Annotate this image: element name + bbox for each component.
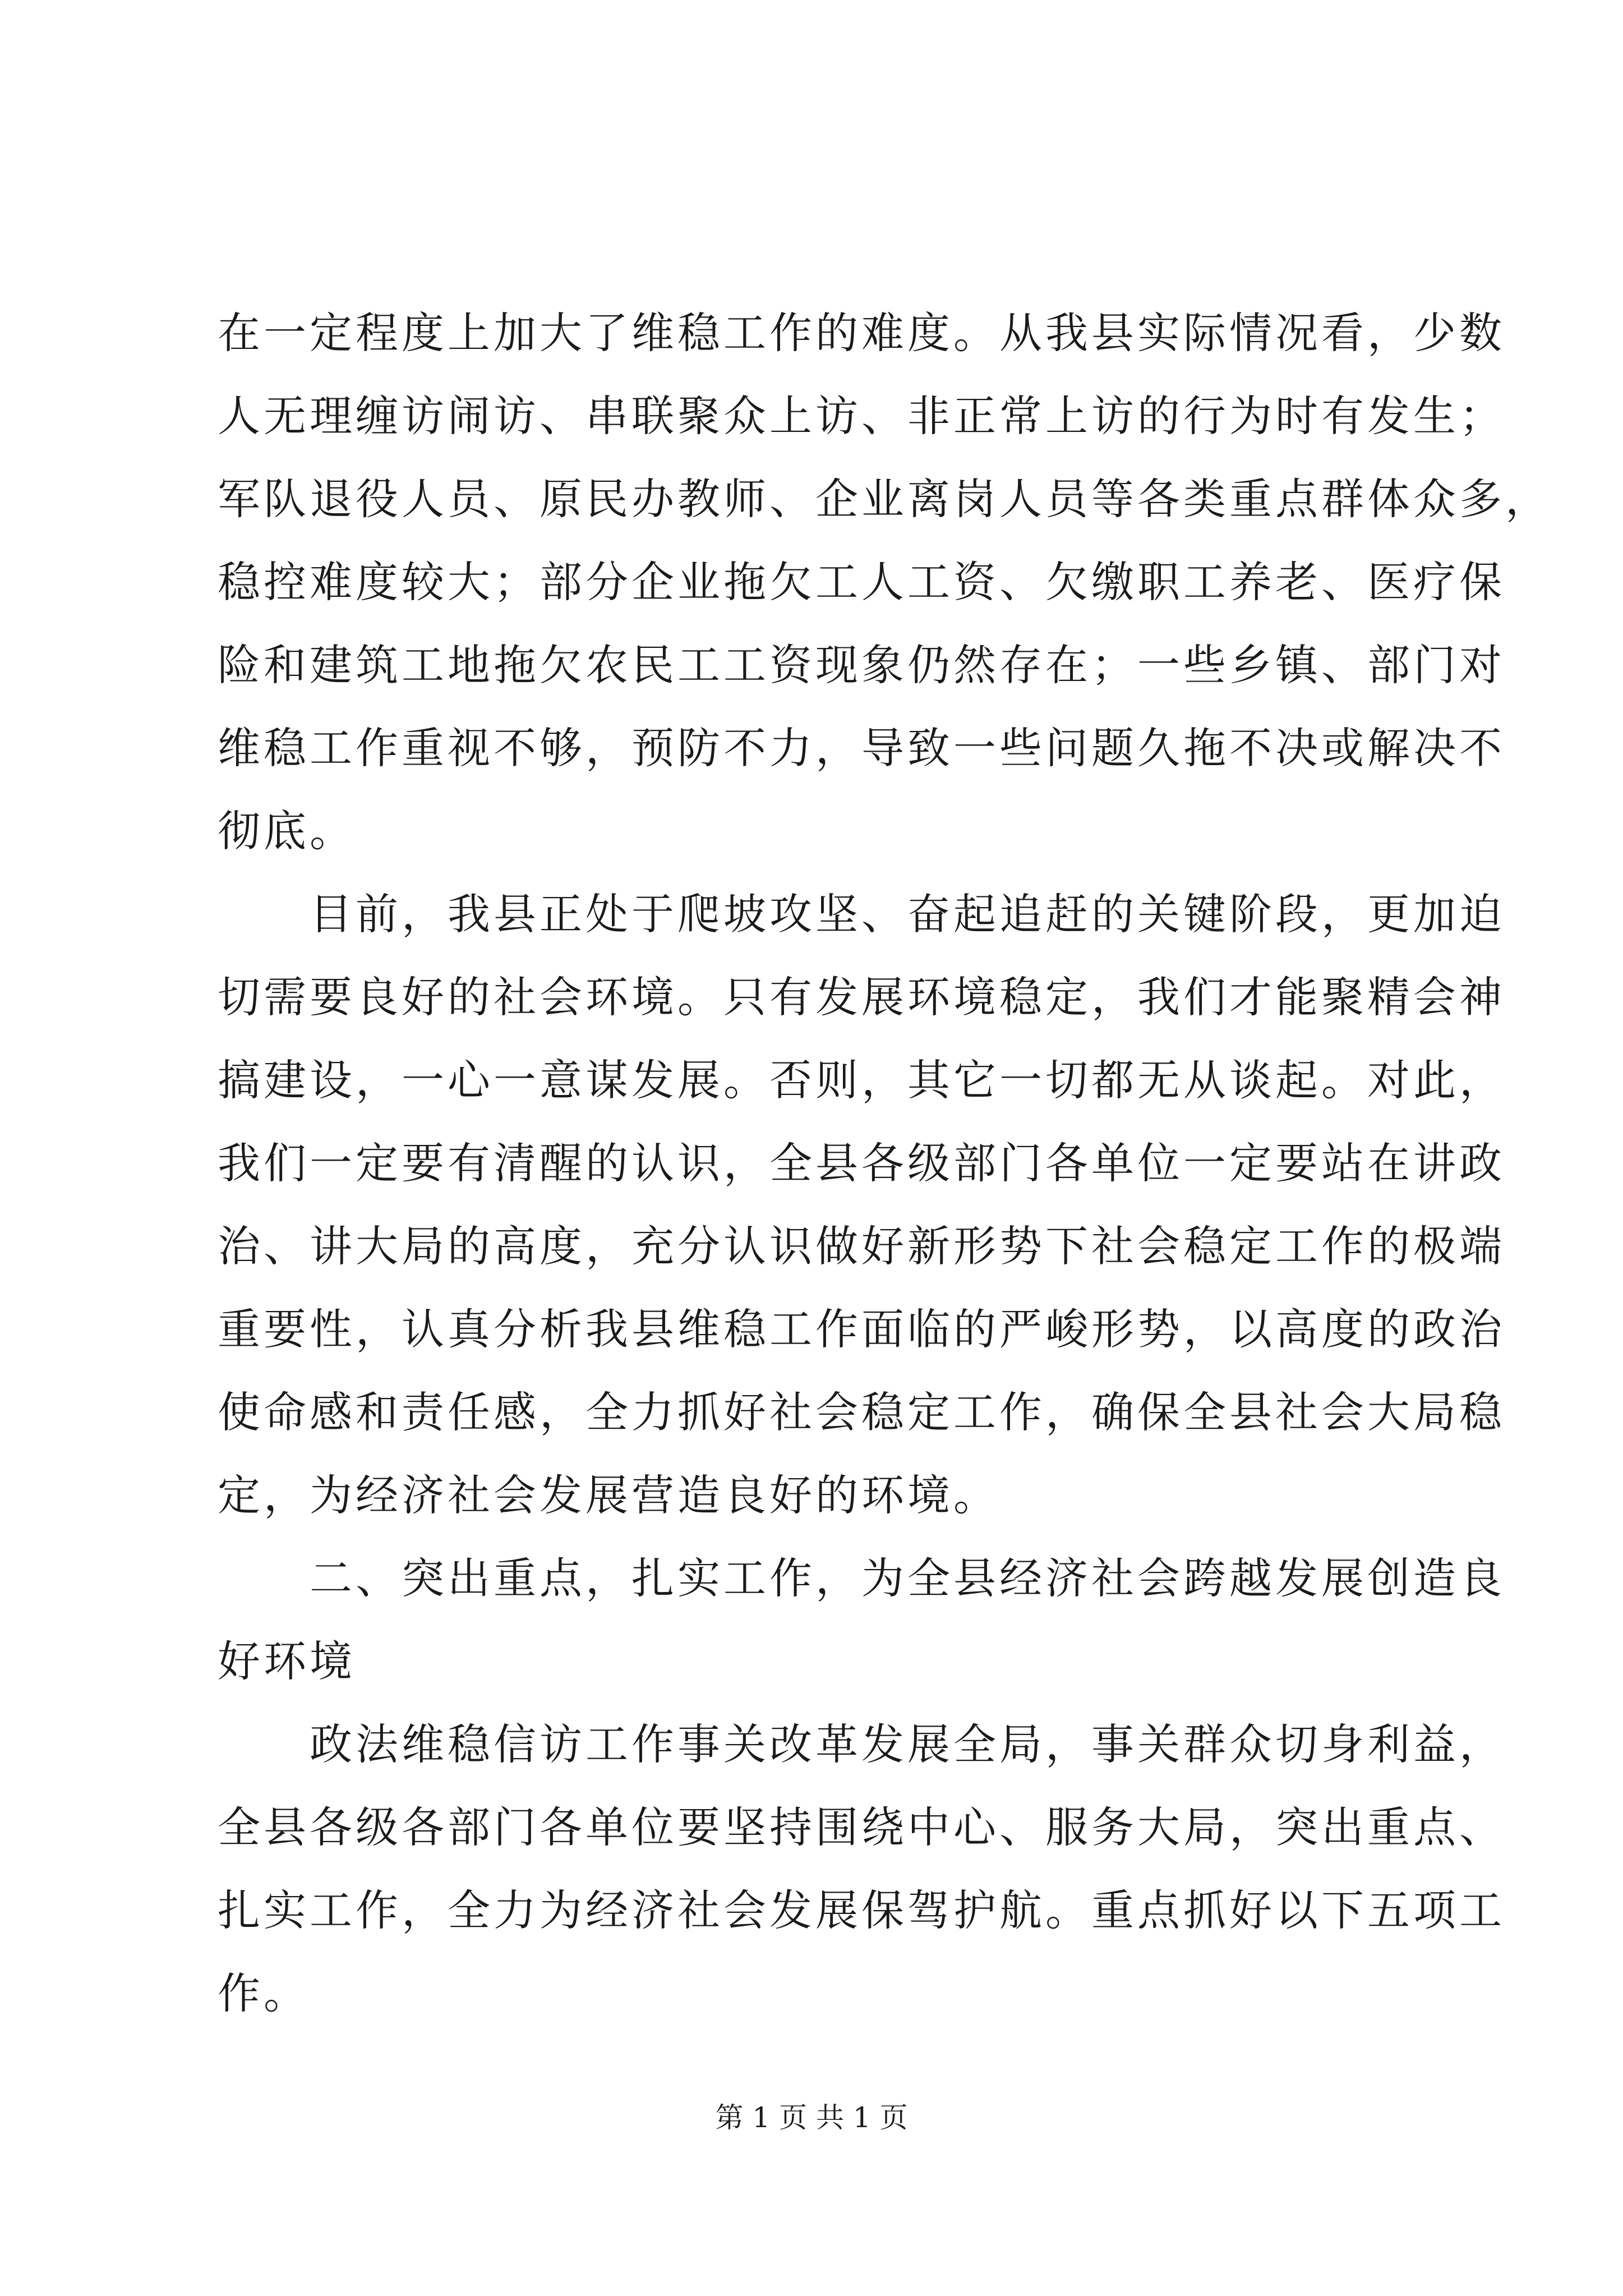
- text-line: 稳控难度较大；部分企业拖欠工人工资、欠缴职工养老、医疗保: [218, 557, 1505, 607]
- text-line: 治、讲大局的高度，充分认识做好新形势下社会稳定工作的极端: [218, 1221, 1505, 1271]
- section-heading-line: 二、突出重点，扎实工作，为全县经济社会跨越发展创造良: [218, 1553, 1505, 1603]
- text-line: 军队退役人员、原民办教师、企业离岗人员等各类重点群体众多，: [218, 474, 1551, 524]
- text-line: 搞建设，一心一意谋发展。否则，其它一切都无从谈起。对此，: [218, 1055, 1505, 1105]
- text-line: 定，为经济社会发展营造良好的环境。: [218, 1470, 999, 1520]
- text-line: 目前，我县正处于爬坡攻坚、奋起追赶的关键阶段，更加迫: [218, 889, 1505, 939]
- text-line: 扎实工作，全力为经济社会发展保驾护航。重点抓好以下五项工: [218, 1885, 1505, 1935]
- text-line: 彻底。: [218, 806, 356, 856]
- text-line: 全县各级各部门各单位要坚持围绕中心、服务大局，突出重点、: [218, 1802, 1505, 1852]
- text-line: 作。: [218, 1968, 310, 2018]
- text-line: 切需要良好的社会环境。只有发展环境稳定，我们才能聚精会神: [218, 972, 1505, 1022]
- text-line: 人无理缠访闹访、串联聚众上访、非正常上访的行为时有发生；: [218, 391, 1505, 441]
- text-line: 我们一定要有清醒的认识，全县各级部门各单位一定要站在讲政: [218, 1138, 1505, 1188]
- text-line: 政法维稳信访工作事关改革发展全局，事关群众切身利益，: [218, 1719, 1505, 1769]
- text-line: 维稳工作重视不够，预防不力，导致一些问题久拖不决或解决不: [218, 723, 1505, 773]
- section-heading-line: 好环境: [218, 1636, 356, 1686]
- text-line: 在一定程度上加大了维稳工作的难度。从我县实际情况看，少数: [218, 308, 1505, 358]
- text-line: 险和建筑工地拖欠农民工工资现象仍然存在；一些乡镇、部门对: [218, 640, 1505, 690]
- document-body: [218, 292, 1551, 2035]
- text-line: 重要性，认真分析我县维稳工作面临的严峻形势，以高度的政治: [218, 1304, 1505, 1354]
- text-line: 使命感和责任感，全力抓好社会稳定工作，确保全县社会大局稳: [218, 1387, 1505, 1437]
- page-number-footer: 第 1 页 共 1 页: [715, 2101, 908, 2134]
